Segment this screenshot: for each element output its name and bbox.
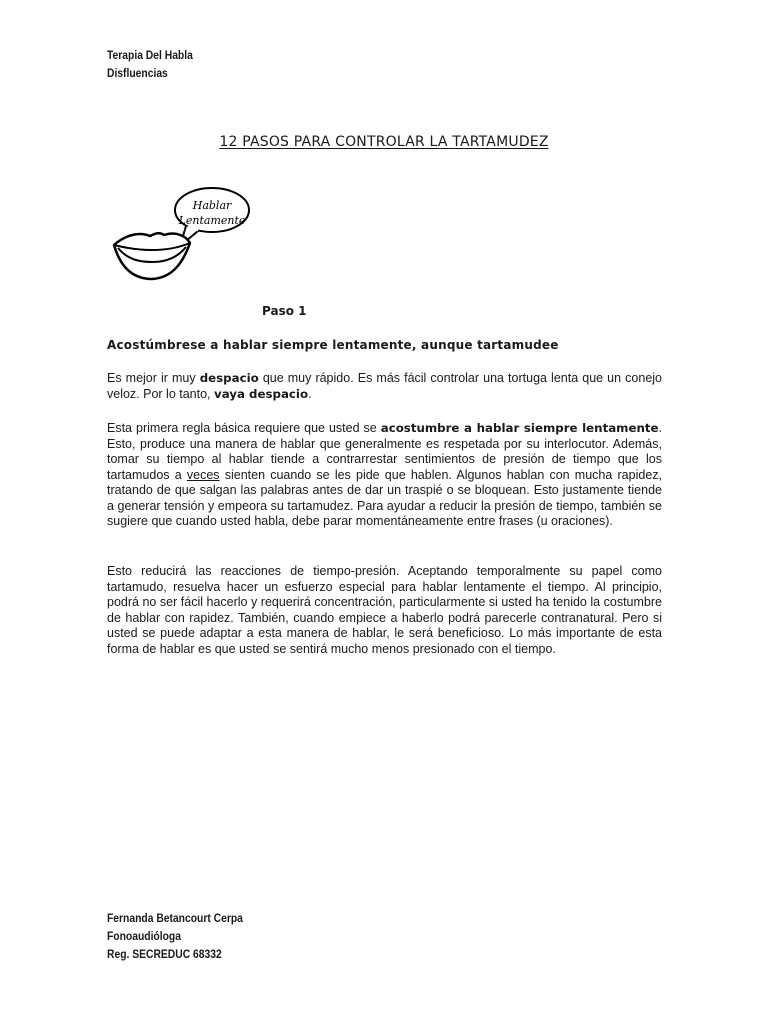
paragraph-2-text-e: sienten cuando se les pide que hablen. Algunos hablan con mucha rapidez, tratando de que salgan las palabras antes de dar un traspié o se bloquean. Esto justamente tiende a generar tensión y empeora su tartamudez. Para ayudar a reducir la presión de tiempo, también se sugiere que cuando usted habla, debe parar momentáneamente entre frases (u oraciones). — [107, 467, 662, 528]
paragraph-2-text-a: Esta primera regla básica requiere que usted se — [107, 421, 381, 435]
paragraph-1-bold-despacio: despacio — [199, 371, 259, 385]
paragraph-2-text-c: . Esto, produce una manera de hablar que generalmente es respetada por su interlocutor. Además, tomar su tiempo al hablar tiende a contrarrestar sentimientos de presión de tiempo que los tartamudos a — [107, 421, 662, 482]
paragraph-3: Esto reducirá las reacciones de tiempo-presión. Aceptando temporalmente su papel como tartamudo, resuelva hacer un esfuerzo especial para hablar lentamente el tiempo. Al principio, podrá no ser fácil hacerlo y requerirá concentración, particularmente si usted ha tenido la costumbre de hablar con rapidez. También, cuando empiece a haberlo podrá parecerle contranatural. Pero si usted se puede adaptar a esta manera de hablar, le será beneficioso. Lo más importante de esta forma de hablar es que usted se sentirá mucho menos presionado con el tiempo. — [107, 564, 662, 656]
step-label: Paso 1 — [262, 304, 307, 318]
document-header — [107, 46, 193, 82]
paragraph-1-text-e: . — [308, 386, 312, 401]
author-registration: Reg. SECREDUC 68332 — [107, 947, 222, 961]
step-heading: Acostúmbrese a hablar siempre lentamente, aunque tartamudee — [107, 338, 559, 352]
paragraph-2 — [107, 421, 662, 530]
bubble-line-2: Lentamente — [178, 214, 246, 227]
paragraph-2-underlined-veces: veces — [186, 467, 220, 482]
paragraph-1-text-a: Es mejor ir muy — [107, 371, 200, 385]
paragraph-2-bold-phrase: acostumbre a hablar siempre lentamente — [380, 421, 659, 435]
author-name: Fernanda Betancourt Cerpa — [107, 911, 243, 925]
paragraph-1-text-c: que muy rápido. Es más fácil controlar una tortuga lenta que un conejo veloz. Por lo tanto, — [107, 371, 662, 401]
title-text: 12 PASOS PARA CONTROLAR LA TARTAMUDEZ — [219, 134, 549, 150]
header-line-2: Disfluencias — [107, 66, 168, 80]
paragraph-1 — [107, 371, 662, 402]
paragraph-1-bold-vaya-despacio: vaya despacio — [214, 386, 309, 401]
header-line-1: Terapia Del Habla — [107, 48, 193, 62]
lips-icon — [114, 233, 190, 279]
mouth-with-speech-bubble-icon — [100, 180, 290, 299]
document-footer — [107, 909, 243, 963]
document-title — [0, 134, 768, 150]
bubble-line-1: Hablar — [192, 199, 232, 212]
author-role: Fonoaudióloga — [107, 929, 181, 943]
